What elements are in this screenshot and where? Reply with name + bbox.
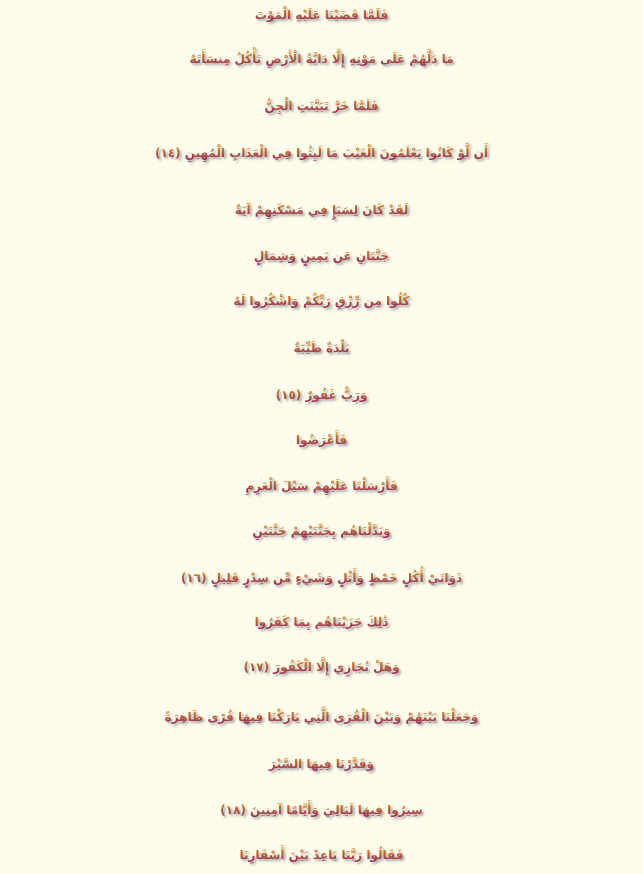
verse-line-11: فَأَرْسَلْنَا عَلَيْهِمْ سَيْلَ الْعَرِمِ	[0, 471, 643, 501]
verse-line-13: ذَوَاتَيْ أُكُلٍ خَمْطٍ وَأَثْلٍ وَشَيْءٍ مِّن سِدْرٍ قَلِيلٍ (١٦)	[0, 563, 643, 593]
verse-line-4: أَن لَّوْ كَانُوا يَعْلَمُونَ الْغَيْبَ مَا لَبِثُوا فِي الْعَذَابِ الْمُهِينِ (١٤)	[0, 138, 643, 168]
verse-line-18: سِيرُوا فِيهَا لَيَالِيَ وَأَيَّامًا آمِنِينَ (١٨)	[0, 795, 643, 825]
verse-line-9: وَرَبٌّ غَفُورٌ (١٥)	[0, 380, 643, 410]
verse-line-19: فَقَالُوا رَبَّنَا بَاعِدْ بَيْنَ أَسْفَارِنَا	[0, 840, 643, 870]
verse-line-7: كُلُوا مِن رِّزْقِ رَبِّكُمْ وَاشْكُرُوا لَهُ	[0, 286, 643, 316]
verse-line-14: ذَٰلِكَ جَزَيْنَاهُم بِمَا كَفَرُوا	[0, 607, 643, 637]
verse-line-8: بَلْدَةٌ طَيِّبَةٌ	[0, 333, 643, 363]
verse-line-17: وَقَدَّرْنَا فِيهَا السَّيْرَ	[0, 749, 643, 779]
verse-line-1: فَلَمَّا قَضَيْنَا عَلَيْهِ الْمَوْتَ	[0, 0, 643, 30]
verse-line-12: وَبَدَّلْنَاهُم بِجَنَّتَيْهِمْ جَنَّتَيْنِ	[0, 516, 643, 546]
verse-line-5: لَقَدْ كَانَ لِسَبَإٍ فِي مَسْكَنِهِمْ آيَةٌ	[0, 195, 643, 225]
verse-line-10: فَأَعْرَضُوا	[0, 425, 643, 455]
verse-line-15: وَهَلْ نُجَازِي إِلَّا الْكَفُورَ (١٧)	[0, 652, 643, 682]
verse-line-6: جَنَّتَانِ عَن يَمِينٍ وَشِمَالٍ	[0, 241, 643, 271]
verse-line-2: مَا دَلَّهُمْ عَلَى مَوْتِهِ إِلَّا دَابَّةُ الْأَرْضِ تَأْكُلُ مِنسَأَتَهُ	[0, 44, 643, 74]
verse-line-16: وَجَعَلْنَا بَيْنَهُمْ وَبَيْنَ الْقُرَى الَّتِي بَارَكْنَا فِيهَا قُرًى ظَاهِرَةً	[0, 702, 643, 732]
verse-line-3: فَلَمَّا خَرَّ تَبَيَّنَتِ الْجِنُّ	[0, 91, 643, 121]
